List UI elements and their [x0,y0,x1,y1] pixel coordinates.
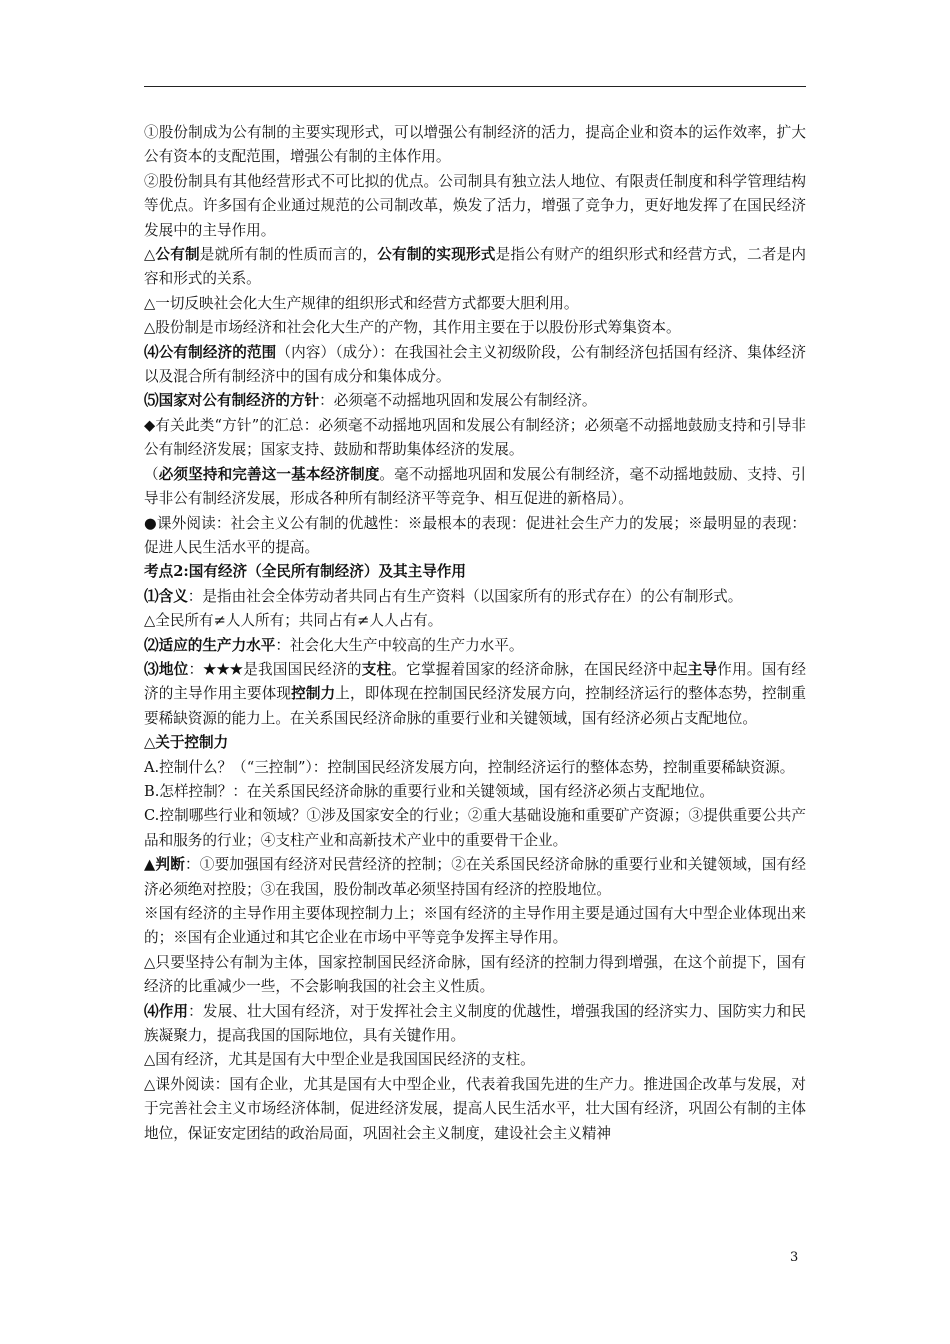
paragraph [144,756,806,780]
bold-text: ★★★ [203,660,244,678]
bold-text: ▲判断 [144,856,185,874]
bold-text: △关于控制力 [144,734,229,752]
paragraph [144,341,806,390]
bold-text: ⑷作用 [144,1002,189,1020]
text: △课外阅读：国有企业，尤其是国有大中型企业，代表着我国先进的生产力。推进国企改革与发展，对于完善社会主义市场经济体制，促进经济发展，提高人民生活水平，壮大国有经济，巩固公有制的主体地位，保证安定团结的政治局面，巩固社会主义制度，建设社会主义精神 [144,1075,806,1142]
bold-text: ⑶地位 [144,660,189,678]
text: 。毫不动摇地巩固和发展公有制经济，毫不动摇地鼓励、支持、引导非公有制经济发展，形成各种所有制经济平等竞争、相互促进的新格局）。 [144,465,806,508]
paragraph [144,170,806,243]
text: ： [188,660,204,678]
paragraph [144,389,806,413]
paragraph [144,853,806,902]
text: △全民所有≠人人所有；共同占有≠人人占有。 [144,612,443,630]
text: 是我国国民经济的 [243,660,362,678]
text: 。它掌握着国家的经济命脉，在国民经济中起 [391,660,688,678]
paragraph [144,634,806,658]
text: ：是指由社会全体劳动者共同占有生产资料（以国家所有的形式存在）的公有制形式。 [187,587,743,605]
paragraph [144,585,806,609]
text: ：①要加强国有经济对民营经济的控制；②在关系国民经济命脉的重要行业和关键领域，国有经济必须绝对控股；③在我国，股份制改革必须坚持国有经济的控股地位。 [144,856,806,898]
text: △ [144,246,156,264]
text: △国有经济，尤其是国有大中型企业是我国国民经济的支柱。 [144,1051,535,1069]
paragraph [144,731,806,755]
text: △只要坚持公有制为主体，国家控制国民经济命脉，国有经济的控制力得到增强，在这个前提下，国有经济的比重减少一些，不会影响我国的社会主义性质。 [144,953,806,996]
text: △股份制是市场经济和社会化大生产的产物，其作用主要在于以股份形式筹集资本。 [144,319,681,337]
paragraph [144,609,806,633]
paragraph [144,316,806,340]
text: 是就所有制的性质而言的， [199,246,378,264]
text: ：必须毫不动摇地巩固和发展公有制经济。 [319,392,597,410]
paragraph [144,560,806,584]
text: B.怎样控制？：在关系国民经济命脉的重要行业和关键领域，国有经济必须占支配地位。 [144,782,714,800]
bold-text: 考点2:国有经济（全民所有制经济）及其主导作用 [144,563,467,581]
paragraph [144,780,806,804]
paragraph [144,951,806,1000]
text: ◆有关此类“方针”的汇总：必须毫不动摇地巩固和发展公有制经济；必须毫不动摇地鼓励支持和引导非公有制经济发展；国家支持、鼓励和帮助集体经济的发展。 [144,416,806,459]
paragraph [144,658,806,731]
document-body [144,121,806,1146]
bold-text: ⑷公有制经济的范围 [144,343,277,361]
paragraph [144,243,806,292]
paragraph [144,1000,806,1049]
paragraph [144,804,806,853]
text: 上，即体现在控制国民经济发展方向，控制经济运行的整体态势，控制重要稀缺资源的能力上。在关系国民经济命脉的重要行业和关键领域，国有经济必须占支配地位。 [144,685,806,727]
paragraph [144,463,806,512]
bold-text: 必须坚持和完善这一基本经济制度 [158,465,380,483]
text: ●课外阅读：社会主义公有制的优越性：※最根本的表现：促进社会生产力的发展；※最明显的表现：促进人民生活水平的提高。 [144,514,806,556]
text: ※国有经济的主导作用主要体现控制力上；※国有经济的主导作用主要是通过国有大中型企业体现出来的；※国有企业通过和其它企业在市场中平等竞争发挥主导作用。 [144,905,806,947]
text: ：社会化大生产中较高的生产力水平。 [275,636,524,654]
paragraph [144,1048,806,1072]
paragraph [144,512,806,561]
paragraph [144,902,806,951]
text: △一切反映社会化大生产规律的组织形式和经营方式都要大胆利用。 [144,294,579,312]
text: C.控制哪些行业和领域？①涉及国家安全的行业；②重大基础设施和重要矿产资源；③提供重要公共产品和服务的行业；④支柱产业和高新技术产业中的重要骨干企业。 [144,807,806,849]
header-rule [144,86,806,87]
bold-text: 公有制 [155,246,200,264]
text: A.控制什么？（“三控制”）：控制国民经济发展方向，控制经济运行的整体态势，控制重要稀缺资源。 [144,758,795,776]
paragraph [144,121,806,170]
bold-text: 公有制的实现形式 [377,246,496,264]
text: ②股份制具有其他经营形式不可比拟的优点。公司制具有独立法人地位、有限责任制度和科学管理结构等优点。许多国有企业通过规范的公司制改革，焕发了活力，增强了竞争力，更好地发挥了在国民经济发展中的主导作用。 [144,172,806,239]
bold-text: ⑸国家对公有制经济的方针 [144,392,320,410]
bold-text: ⑴含义 [144,587,188,605]
paragraph [144,292,806,316]
bold-text: ⑵适应的生产力水平 [144,636,276,654]
text: （内容）（成分）：在我国社会主义初级阶段，公有制经济包括国有经济、集体经济以及混合所有制经济中的国有成分和集体成分。 [144,343,806,386]
paragraph [144,1073,806,1146]
bold-text: 主导 [687,660,718,678]
bold-text: 控制力 [291,685,336,703]
text: ：发展、壮大国有经济，对于发挥社会主义制度的优越性，增强我国的经济实力、国防实力和民族凝聚力，提高我国的国际地位，具有关键作用。 [144,1002,806,1045]
text: 作用。国有经济的主导作用主要体现 [144,660,806,703]
text: ①股份制成为公有制的主要实现形式，可以增强公有制经济的活力，提高企业和资本的运作效率，扩大公有资本的支配范围，增强公有制的主体作用。 [144,124,806,166]
text: （ [144,465,159,483]
text: 是指公有财产的组织形式和经营方式，二者是内容和形式的关系。 [144,246,806,288]
paragraph [144,414,806,463]
bold-text: 支柱 [361,660,392,678]
page-number: 3 [790,1250,799,1265]
